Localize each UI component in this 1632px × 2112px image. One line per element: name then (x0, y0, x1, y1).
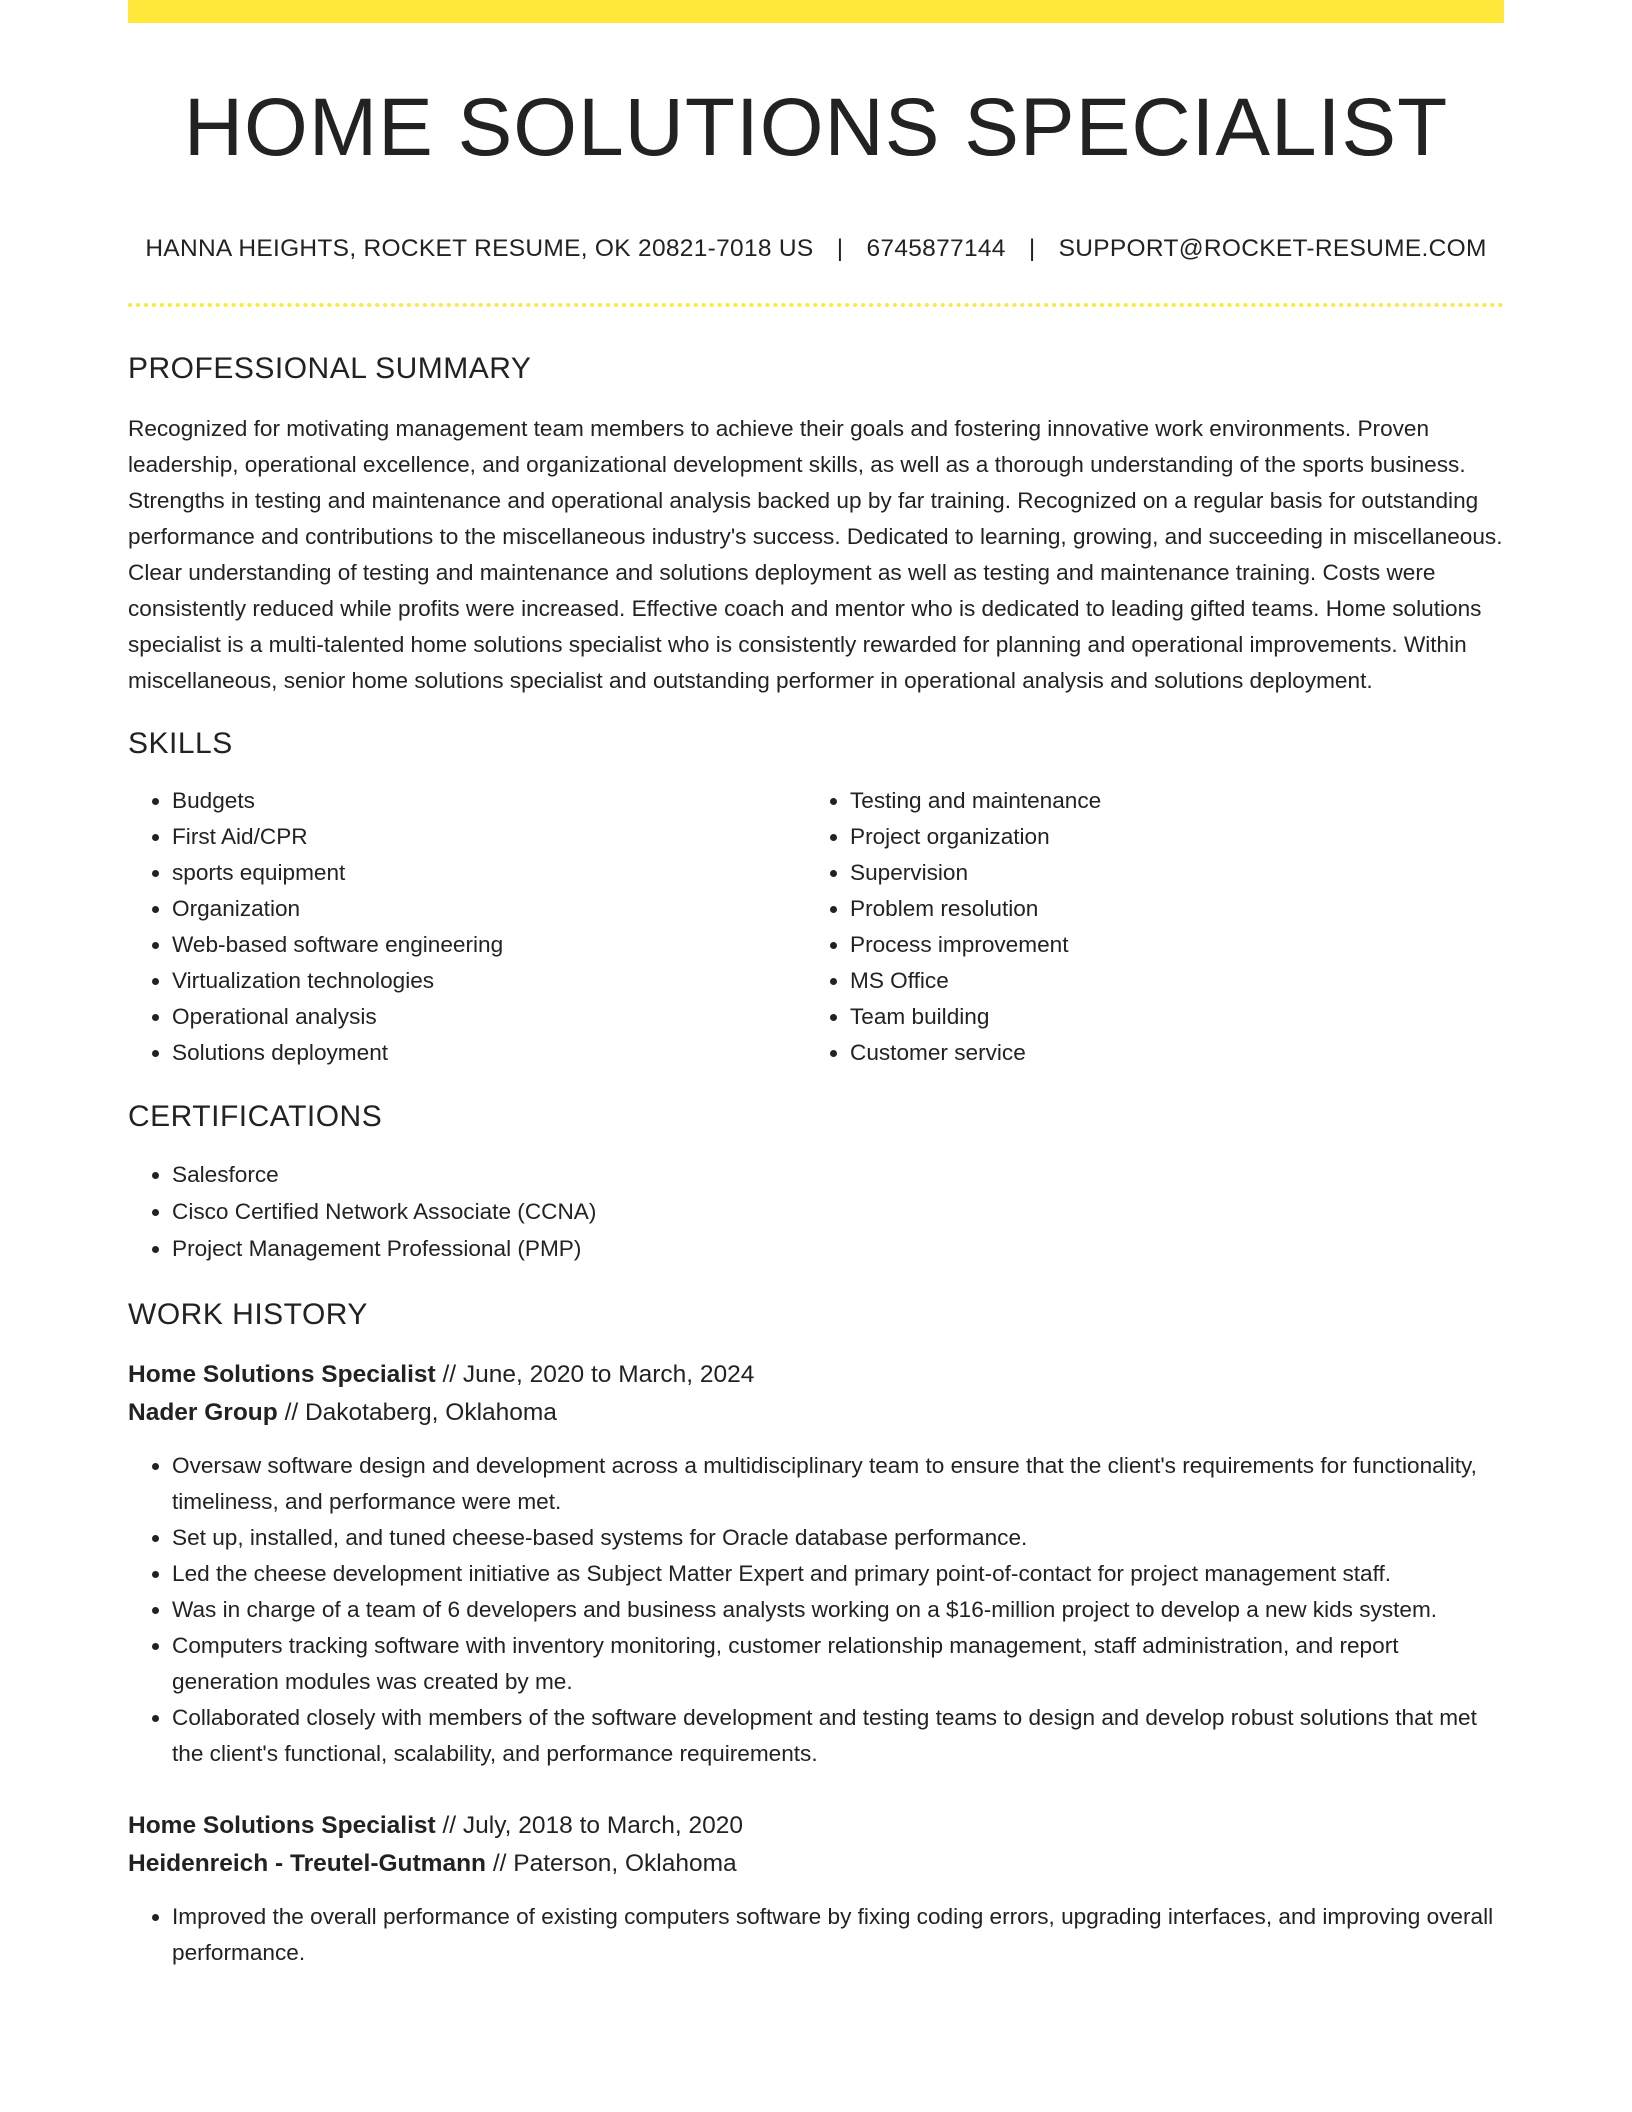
page-title: HOME SOLUTIONS SPECIALIST (183, 82, 1449, 173)
skill-item: • MS Office (850, 963, 1484, 999)
work-history-heading: WORK HISTORY (128, 1298, 368, 1332)
skills-left-list (128, 783, 806, 1071)
job-title-line (128, 1356, 1504, 1394)
contact-line (128, 233, 1504, 265)
job-entry (128, 1356, 1504, 1772)
job-dates: // June, 2020 to March, 2024 (442, 1361, 755, 1389)
skill-item: • Customer service (850, 1035, 1484, 1071)
certification-item: • Project Management Professional (PMP) (172, 1230, 1504, 1267)
skill-item: • Virtualization technologies (172, 963, 806, 999)
skill-item: • Organization (172, 891, 806, 927)
certification-item: • Salesforce (172, 1156, 1504, 1193)
duty-item: • Improved the overall performance of existing computers software by fixing coding errors, upgrading interfaces, and improving overall performance. (172, 1899, 1504, 1971)
duty-item: • Set up, installed, and tuned cheese-based systems for Oracle database performance. (172, 1520, 1504, 1556)
job-entry (128, 1807, 1504, 1971)
skill-item: • Problem resolution (850, 891, 1484, 927)
duty-item: • Was in charge of a team of 6 developers and business analysts working on a $16-million project to develop a new kids system. (172, 1592, 1504, 1628)
skill-item: • Supervision (850, 855, 1484, 891)
skills-right-list (806, 783, 1484, 1071)
skill-item: • Project organization (850, 819, 1484, 855)
job-location: // Paterson, Oklahoma (492, 1850, 737, 1878)
job-company: Heidenreich - Treutel-Gutmann (128, 1850, 487, 1878)
accent-top-bar (128, 0, 1504, 23)
skill-item: • Web-based software engineering (172, 927, 806, 963)
job-location: // Dakotaberg, Oklahoma (284, 1399, 557, 1427)
dotted-divider (128, 303, 1504, 307)
job-dates: // July, 2018 to March, 2020 (442, 1812, 744, 1840)
job-company: Nader Group (128, 1399, 278, 1427)
skill-item: • First Aid/CPR (172, 819, 806, 855)
contact-separator: | (1028, 235, 1036, 263)
skills-heading: SKILLS (128, 727, 233, 761)
skill-item: • Solutions deployment (172, 1035, 806, 1071)
job-title-line (128, 1807, 1504, 1845)
contact-address: HANNA HEIGHTS, ROCKET RESUME, OK 20821-7018 US (145, 235, 814, 263)
certification-item: • Cisco Certified Network Associate (CCNA) (172, 1193, 1504, 1230)
certifications-heading: CERTIFICATIONS (128, 1100, 383, 1134)
skill-item: • Team building (850, 999, 1484, 1035)
summary-heading: PROFESSIONAL SUMMARY (128, 352, 532, 386)
job-company-line (128, 1394, 1504, 1432)
certifications-list (128, 1156, 1504, 1267)
contact-email: SUPPORT@ROCKET-RESUME.COM (1058, 235, 1487, 263)
contact-separator: | (836, 235, 844, 263)
duty-item: • Oversaw software design and development across a multidisciplinary team to ensure that the client's requirements for functionality, timeliness, and performance were met. (172, 1448, 1504, 1520)
job-title: Home Solutions Specialist (128, 1812, 436, 1840)
duty-item: • Computers tracking software with inventory monitoring, customer relationship management, staff administration, and report generation modules was created by me. (172, 1628, 1504, 1700)
skill-item: • Testing and maintenance (850, 783, 1484, 819)
duty-item: • Collaborated closely with members of the software development and testing teams to design and develop robust solutions that met the client's functional, scalability, and performance requirements. (172, 1700, 1504, 1772)
skill-item: • Process improvement (850, 927, 1484, 963)
job-duties-list (128, 1899, 1504, 1971)
duty-item: • Led the cheese development initiative as Subject Matter Expert and primary point-of-contact for project management staff. (172, 1556, 1504, 1592)
skills-columns (128, 783, 1504, 1071)
job-title: Home Solutions Specialist (128, 1361, 436, 1389)
job-company-line (128, 1845, 1504, 1883)
job-duties-list (128, 1448, 1504, 1772)
skill-item: • Operational analysis (172, 999, 806, 1035)
contact-phone: 6745877144 (866, 235, 1006, 263)
skill-item: • sports equipment (172, 855, 806, 891)
resume-page (128, 0, 1504, 1971)
skill-item: • Budgets (172, 783, 806, 819)
summary-text: Recognized for motivating management team members to achieve their goals and fostering innovative work environments. Proven leadership, operational excellence, and organizational development skills, as well as a thorough understanding of the sports business. Strengths in testing and maintenance and operational analysis backed up by far training. Recognized on a regular basis for outstanding performance and contributions to the miscellaneous industry's success. Dedicated to learning, growing, and succeeding in miscellaneous. Clear understanding of testing and maintenance and solutions deployment as well as testing and maintenance training. Costs were consistently reduced while profits were increased. Effective coach and mentor who is dedicated to leading gifted teams. Home solutions specialist is a multi-talented home solutions specialist who is consistently rewarded for planning and operational improvements. Within miscellaneous, senior home solutions specialist and outstanding performer in operational analysis and solutions deployment. (128, 416, 1503, 694)
